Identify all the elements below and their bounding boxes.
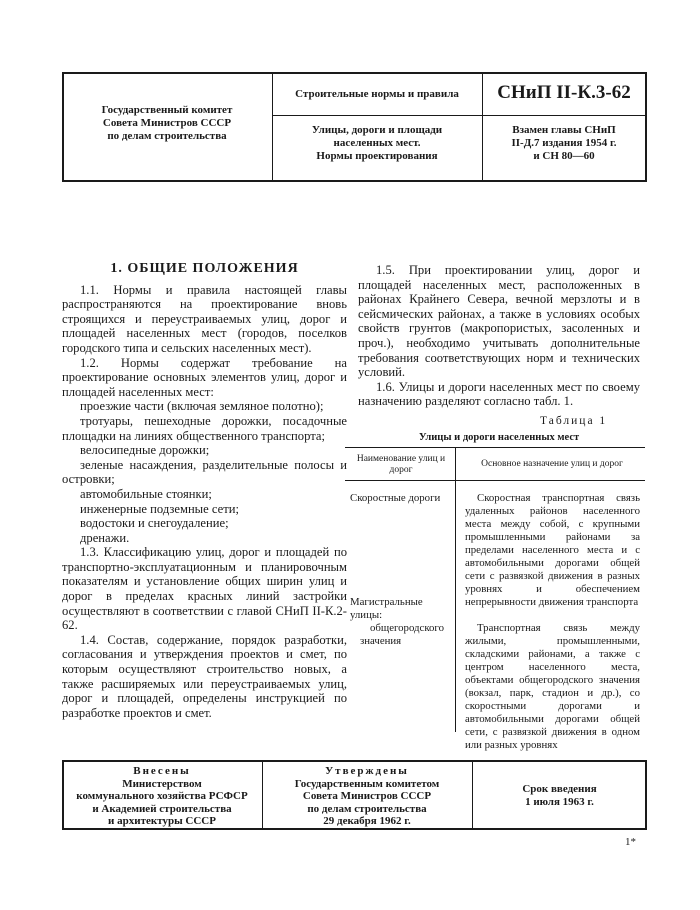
header-divider-1 xyxy=(272,73,273,181)
list-item: водостоки и снегоудаление; xyxy=(80,516,229,531)
left-column xyxy=(62,262,347,720)
paragraph-1-3: 1.3. Классификацию улиц, дорог и площадей по транспортно-эксплуатационным и планировочным показателям и установление общих ширин улиц и дорог в пределах красных линий застройки осуществляют в соответствии с главой СНиП II-К.2-62. xyxy=(62,545,347,633)
effective-date: Срок введения 1 июля 1963 г. xyxy=(522,783,597,808)
table-row-purpose: Скоростная транспортная связь удаленных районов населенного места между собой, с крупными промышленными районами за пределами населенного места и с автомобильными дорогами общей сети с развязкой движения в разных уровнях и обеспечением непрерывности движения транспорта xyxy=(465,492,640,608)
introduced-by: Внесены Министерством коммунального хозяйства РСФСР и Академией строительства и архитектуры СССР xyxy=(76,765,248,827)
norms-label: Строительные нормы и правила xyxy=(295,88,459,100)
table-col1-header: Наименование улиц и дорог xyxy=(356,454,446,475)
table-top-rule xyxy=(345,447,645,448)
table-row-purpose: Транспортная связь между жилыми, промышленными, складскими районами, а также с центром населенного места, объектами общегородского значения (вокзал, парк, стадион и др.), со скоростными дорогами и автомобильными дорогами общей сети, с развязкой движения в одном или разных уровнях xyxy=(465,622,640,751)
header-divider-2 xyxy=(482,73,483,181)
paragraph-1-4: 1.4. Состав, содержание, порядок разработки, согласования и утверждения проектов и смет, по которым осуществляют строительство новых, а также расширяемых или переустраиваемых улиц, дорог и площадей, определены инструкцией по разработке проектов и смет. xyxy=(62,632,347,720)
page-number: 1* xyxy=(625,836,636,848)
table-label: Таблица 1 xyxy=(540,415,608,427)
list-item: зеленые насаждения, разделительные полосы и островки; xyxy=(62,457,347,487)
paragraph-1-5: 1.5. При проектировании улиц, дорог и площадей населенных мест, расположенных в районах Крайнего Севера, вечной мерзлоты и в сейсмических районах, а также в условиях особых свойств грунтов (макропористых, засоленных и проч.), необходимо учитывать дополнительные требования соответствующих норм и технических условий. xyxy=(358,263,640,380)
table-row-name: Магистральные улицы: xyxy=(350,596,423,621)
paragraph-1-2: 1.2. Нормы содержат требование на проектирование основных элементов улиц, дорог и площадей населенных мест: xyxy=(62,355,347,399)
committee-name: Государственный комитет Совета Министров СССР по делам строительства xyxy=(101,104,233,143)
document-title: Улицы, дороги и площади населенных мест. Нормы проектирования xyxy=(311,124,443,163)
table-row-name: Скоростные дороги xyxy=(350,492,441,504)
footer-divider-1 xyxy=(262,761,263,829)
table-column-rule xyxy=(455,447,456,732)
approved-by: Утверждены Государственным комитетом Совета Министров СССР по делам строительства 29 декабря 1962 г. xyxy=(294,765,440,827)
replaces-note: Взамен главы СНиП II-Д.7 издания 1954 г. и СН 80—60 xyxy=(511,124,617,163)
right-column xyxy=(358,263,640,409)
table-col2-header: Основное назначение улиц и дорог xyxy=(481,459,623,469)
paragraph-1-6: 1.6. Улицы и дороги населенных мест по своему назначению разделяют согласно табл. 1. xyxy=(358,379,640,409)
footer-divider-2 xyxy=(472,761,473,829)
document-code: СНиП II-К.3-62 xyxy=(497,82,631,103)
list-item: автомобильные стоянки; xyxy=(80,486,212,501)
list-item: проезжие части (включая земляное полотно); xyxy=(80,399,324,414)
paragraph-1-1: 1.1. Нормы и правила настоящей главы распространяются на проектирование вновь строящихся и переустраиваемых улиц, дорог и площадей населенных мест (городов, поселков городского типа и сельских населенных мест). xyxy=(62,282,347,355)
section-title: 1. ОБЩИЕ ПОЛОЖЕНИЯ xyxy=(110,261,299,276)
list-item: инженерные подземные сети; xyxy=(80,501,239,516)
table-title: Улицы и дороги населенных мест xyxy=(418,432,580,443)
list-item: дренажи. xyxy=(80,530,130,545)
list-item: велосипедные дорожки; xyxy=(80,443,210,458)
table-header-rule xyxy=(345,480,645,481)
header-divider-h xyxy=(273,115,645,116)
list-item: тротуары, пешеходные дорожки, посадочные площадки на линиях общественного транспорта; xyxy=(62,413,347,443)
table-row-name: общегородского значения xyxy=(360,622,444,647)
